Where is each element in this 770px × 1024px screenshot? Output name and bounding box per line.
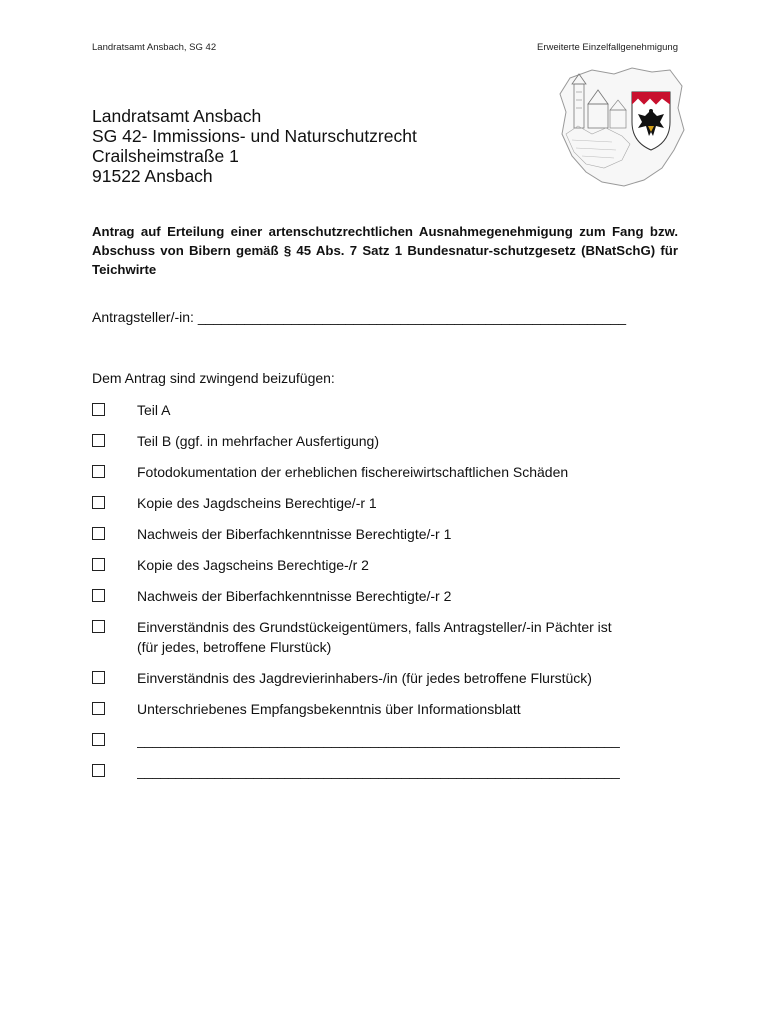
checklist-item-label: Nachweis der Biberfachkenntnisse Berechtigte/-r 2 bbox=[137, 588, 452, 604]
checkbox[interactable] bbox=[92, 764, 105, 777]
checklist-item bbox=[92, 586, 692, 606]
applicant-input-line[interactable]: _______________________________________________________ bbox=[197, 309, 627, 325]
applicant-label: Antragsteller/-in: bbox=[92, 309, 194, 325]
checkbox[interactable] bbox=[92, 620, 105, 633]
checkbox[interactable] bbox=[92, 733, 105, 746]
checklist-item-label: Unterschriebenes Empfangsbekenntnis über Informationsblatt bbox=[137, 701, 521, 717]
checkbox[interactable] bbox=[92, 434, 105, 447]
checkbox[interactable] bbox=[92, 589, 105, 602]
checklist-item-label: Kopie des Jagscheins Berechtige-/r 2 bbox=[137, 557, 369, 573]
address-line-4: 91522 Ansbach bbox=[92, 166, 213, 186]
checkbox[interactable] bbox=[92, 671, 105, 684]
address-line-2: SG 42- Immissions- und Naturschutzrecht bbox=[92, 126, 417, 146]
checklist-item-label: Kopie des Jagdscheins Berechtige/-r 1 bbox=[137, 495, 377, 511]
applicant-field bbox=[92, 309, 692, 325]
checklist-blank-line[interactable]: ______________________________________________________________ bbox=[137, 763, 620, 779]
recipient-address bbox=[92, 106, 417, 186]
coat-of-arms-logo bbox=[552, 64, 688, 192]
attachments-intro: Dem Antrag sind zwingend beizufügen: bbox=[92, 370, 335, 386]
header-left: Landratsamt Ansbach, SG 42 bbox=[92, 42, 217, 53]
checkbox[interactable] bbox=[92, 496, 105, 509]
form-title: Antrag auf Erteilung einer artenschutzrechtlichen Ausnahmegenehmigung zum Fang bzw. Abschuss von Bibern gemäß § 45 Abs. 7 Satz 1 Bundesnatur-schutzgesetz (BNatSchG) für Teichwirte bbox=[92, 224, 678, 277]
checklist-item-label: Fotodokumentation der erheblichen fischereiwirtschaftlichen Schäden bbox=[137, 464, 569, 480]
header-right: Erweiterte Einzelfallgenehmigung bbox=[537, 42, 678, 53]
checkbox[interactable] bbox=[92, 702, 105, 715]
checkbox[interactable] bbox=[92, 465, 105, 478]
checklist-item-blank bbox=[92, 761, 692, 781]
checkbox[interactable] bbox=[92, 403, 105, 416]
attachments-checklist bbox=[92, 400, 692, 781]
checklist-item bbox=[92, 617, 692, 657]
checklist-item-label: Teil A bbox=[137, 402, 171, 418]
checklist-item bbox=[92, 699, 692, 719]
checklist-item bbox=[92, 462, 692, 482]
checklist-item-blank bbox=[92, 730, 692, 750]
checkbox[interactable] bbox=[92, 527, 105, 540]
checklist-item bbox=[92, 668, 692, 688]
checklist-item-label: Einverständnis des Jagdrevierinhabers-/in (für jedes betroffene Flurstück) bbox=[137, 670, 592, 686]
checklist-item bbox=[92, 524, 692, 544]
address-line-1: Landratsamt Ansbach bbox=[92, 106, 262, 126]
checklist-item bbox=[92, 493, 692, 513]
checkbox[interactable] bbox=[92, 558, 105, 571]
checklist-item bbox=[92, 555, 692, 575]
checklist-item-label: Einverständnis des Grundstückeigentümers, falls Antragsteller/-in Pächter ist (für jedes, betroffene Flurstück) bbox=[137, 619, 612, 655]
checklist-item-label: Teil B (ggf. in mehrfacher Ausfertigung) bbox=[137, 433, 380, 449]
checklist-item-label: Nachweis der Biberfachkenntnisse Berechtigte/-r 1 bbox=[137, 526, 452, 542]
checklist-item bbox=[92, 400, 692, 420]
checklist-blank-line[interactable]: ______________________________________________________________ bbox=[137, 732, 620, 748]
address-line-3: Crailsheimstraße 1 bbox=[92, 146, 239, 166]
checklist-item bbox=[92, 431, 692, 451]
